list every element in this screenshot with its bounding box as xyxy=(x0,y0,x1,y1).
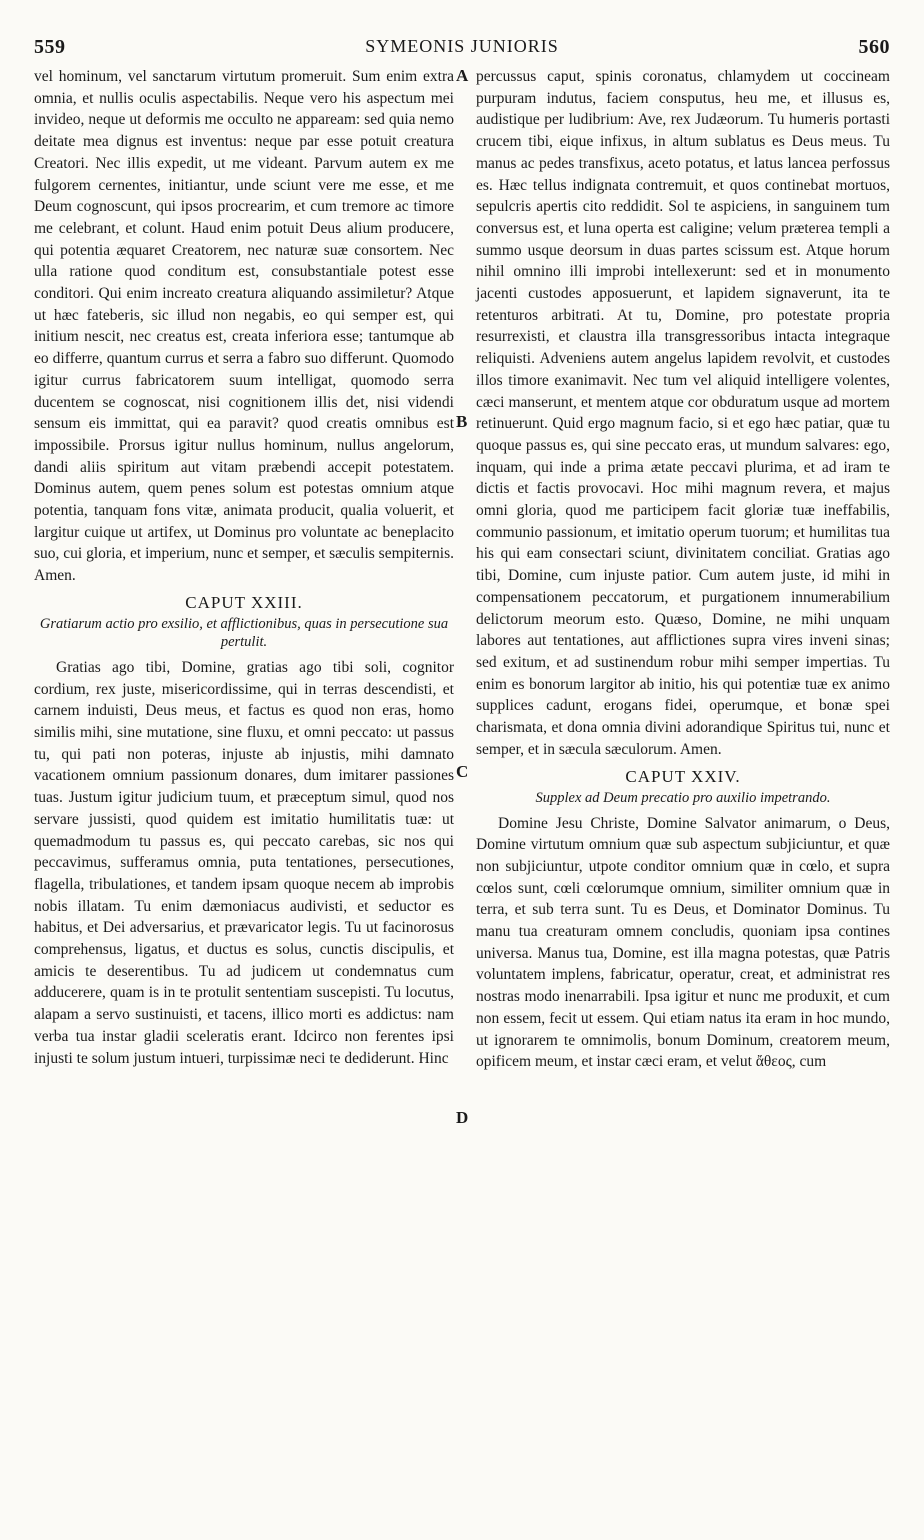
right-column xyxy=(476,66,890,1073)
left-column xyxy=(34,66,454,1069)
running-title: SYMEONIS JUNIORIS xyxy=(365,36,559,56)
right-paragraph-1: percussus caput, spinis coronatus, chlamydem ut coccineam purpuram indutus, faciem consputus, heu me, et illusus es, audistique per ludibrium: Ave, rex Judæorum. Tu humeris portasti crucem tibi, eique infixus, in altum sublatus es Deus meus. Tu manus ac pedes transfixus, aceto potatus, et latus lancea perfossus es. Hæc tellus indignata contremuit, et quos continebat mortuos, sepulcris apertis cito reddidit. Sol te aspiciens, in sanguinem tum conversus est, et luna operta est caligine; velum præterea templi a summo usque deorsum in duas partes scissum est. Atque horum nihil omnino illi improbi intellexerunt: sed et in monumento jacenti custodes apposuerunt, et lapidem signaverunt, ita te retenturos arbitrati. At tu, Domine, pro potestate propria resurrexisti, et claustra illa transgressoribus intacta integraque reliquisti. Adveniens autem angelus lapidem revolvit, et custodes illos timore exanimavit. Nec tum vel aliquid intelligere volentes, cæci manserunt, et mentem atque cor obduratum usque ad mortem retinuerunt. Quid ergo magnum facio, si et ego hæc patiar, quæ tu quoque passus es, qui sine peccato eras, ut mundum salvares: ego, inquam, qui inde a prima ætate peccavi plurima, et ad iram te dictis et factis provocavi. Hoc mihi magnum revera, et majus omni gloria, quod me participem facit gloriæ tuæ ineffabilis, communio passionum, et imitatio operum tuorum; et humilitas tua his qui eam consectari sciunt, divinitatem conciliat. Gratias ago tibi, Domine, cum injuste patior. Cum autem juste, id mihi in compensationem peccatorum, et purgationem innumerabilium delictorum meorum esto. Quæso, Domine, ne mihi unquam labores aut tentationes, aut afflictiones supra vires inveni sinas; sed exitum, et ad sustinendum robur mihi semper impertias. Tu enim es bonorum largitor ab initio, his qui potentiæ tuæ ex animo supplices cadunt, erogans fidei, operumque, et bonæ spei charismata, et dona omnia divini adorandique Spiritus tui, nunc et semper, et in sæcula sæculorum. Amen. xyxy=(476,68,890,758)
page-number-right: 560 xyxy=(858,36,890,58)
chapter-24-subtitle: Supplex ad Deum precatio pro auxilio impetrando. xyxy=(535,789,831,806)
chapter-23-heading: CAPUT XXIII. xyxy=(185,592,303,612)
margin-mark-b: B xyxy=(456,412,468,431)
left-paragraph-1: vel hominum, vel sanctarum virtutum promeruit. Sum enim extra omnia, et nullis oculis aspectabilis. Neque vero his aspectum mei invideo, neque ut deformis me occulto ne appaream: sed quia nemo deitate mea dignus est inventus: neque par esse potuit creatura Creatori. Nec illis expedit, ut me videant. Parvum autem ex me fulgorem cernentes, initiantur, unde sciunt vere me esse, et me Deum cognoscunt, qui ipsos procrearim, et cum tremore ac timore me celebrant, et colunt. Haud enim potuit Deus alium producere, qui potentia æquaret Creatorem, nec naturæ suæ consortem. Nec ulla ratione quod conditum est, consubstantiale potest esse conditori. Qui enim increato creatura aliquando assimiletur? Atque ut hæc fateberis, sic illud non negabis, eo qui semper est, qui initium nescit, nec creatus est, creata inferiora esse; tantumque ab eo differre, quantum currus et serra a fabro suo differunt. Quomodo igitur currus fabricatorem suum intelligat, quomodo serra ducentem se cognoscat, nisi cognitionem illis det, nisi videndi sensum eis immittat, qui ea paravit? quod creatis omnibus est impossibile. Prorsus igitur nullus hominum, nullus angelorum, dandi aliis spiritum aut vitam præbendi accepit potestatem. Dominus autem, quem penes solum est potestas omnium atque potentia, tanquam fons vitæ, animata producit, qualia voluerit, et largitur cuique ut artifex, ut Dominus pro voluntate ac beneplacito suo, cui gloria, et imperium, nunc et semper, et sæculis sempiternis. Amen. xyxy=(34,68,454,585)
left-paragraph-2: Gratias ago tibi, Domine, gratias ago tibi soli, cognitor cordium, rex juste, misericordissime, qui in terras descendisti, et carnem induisti, Deus meus, et factus es quod non eras, homo similis mihi, sine mutatione, sine fluxu, et omni peccato: ut passus tu, qui pati non poteras, injuste ab injustis, mihi damnato vacationem omnium passionum donares, dum imitarer passiones tuas. Justum igitur judicium tuum, et præceptum simul, quod nos servare jussisti, quod quidem est imitatio humilitatis tuæ: ut quemadmodum tu passus es, qui peccato carebas, sic nos qui peccavimus, sufferamus omnia, puta tentationes, persecutiones, flagella, tribulationes, et tandem ipsam quoque necem ab improbis nobis illatam. Tu enim dæmoniacus audivisti, et seductor es habitus, et Dei adversarius, et prævaricator legis. Tu ut facinorosus comprehensus, ligatus, et ductus es solus, cunctis discipulis, et amicis te deserentibus. Tu ad judicem ut condemnatus cum adducerere, quam is in te protulit sententiam suscepisti. Tu locutus, alapam a servo sustinuisti, et tacens, illico morti es addictus: nam verba tua instar gladii sceleratis erant. Idcirco non ferentes ipsi injusti te solum justum intueri, turpissimæ neci te dediderunt. Hinc xyxy=(34,658,454,1067)
chapter-23-subtitle: Gratiarum actio pro exsilio, et afflictionibus, quas in persecutione sua pertulit. xyxy=(39,615,449,650)
margin-mark-a: A xyxy=(456,66,469,85)
chapter-24-heading: CAPUT XXIV. xyxy=(625,766,741,786)
margin-mark-c: C xyxy=(456,762,469,781)
margin-mark-d: D xyxy=(456,1108,469,1127)
page-number-left: 559 xyxy=(34,36,66,58)
page-header xyxy=(0,36,924,62)
right-paragraph-2: Domine Jesu Christe, Domine Salvator animarum, o Deus, Domine virtutum omnium quæ sub aspectum subjiciuntur, et quæ non subjiciuntur, utpote conditor omnium quæ in cœlo, et supra cœlos sunt, cœli cœlorumque omnium, similiter omnium quæ in terra, et sub terra sunt. Tu es Deus, et Dominator Dominus. Tu manu tua creaturam omnem concludis, quoniam ipsa contines universa. Manus tua, Domine, est illa magna potestas, quæ Patris voluntatem implens, fabricatur, operatur, creat, et administrat res nostras modo inenarrabili. Ipsa igitur et nunc me produxit, et cum non essem, fecit ut essem. Qui etiam natus ita eram in hoc mundo, ut ignorarem te omnimolis, bonum Dominum, creatorem meum, opificem meum, et instar cæci eram, et velut ἄθεος, cum xyxy=(476,814,890,1071)
